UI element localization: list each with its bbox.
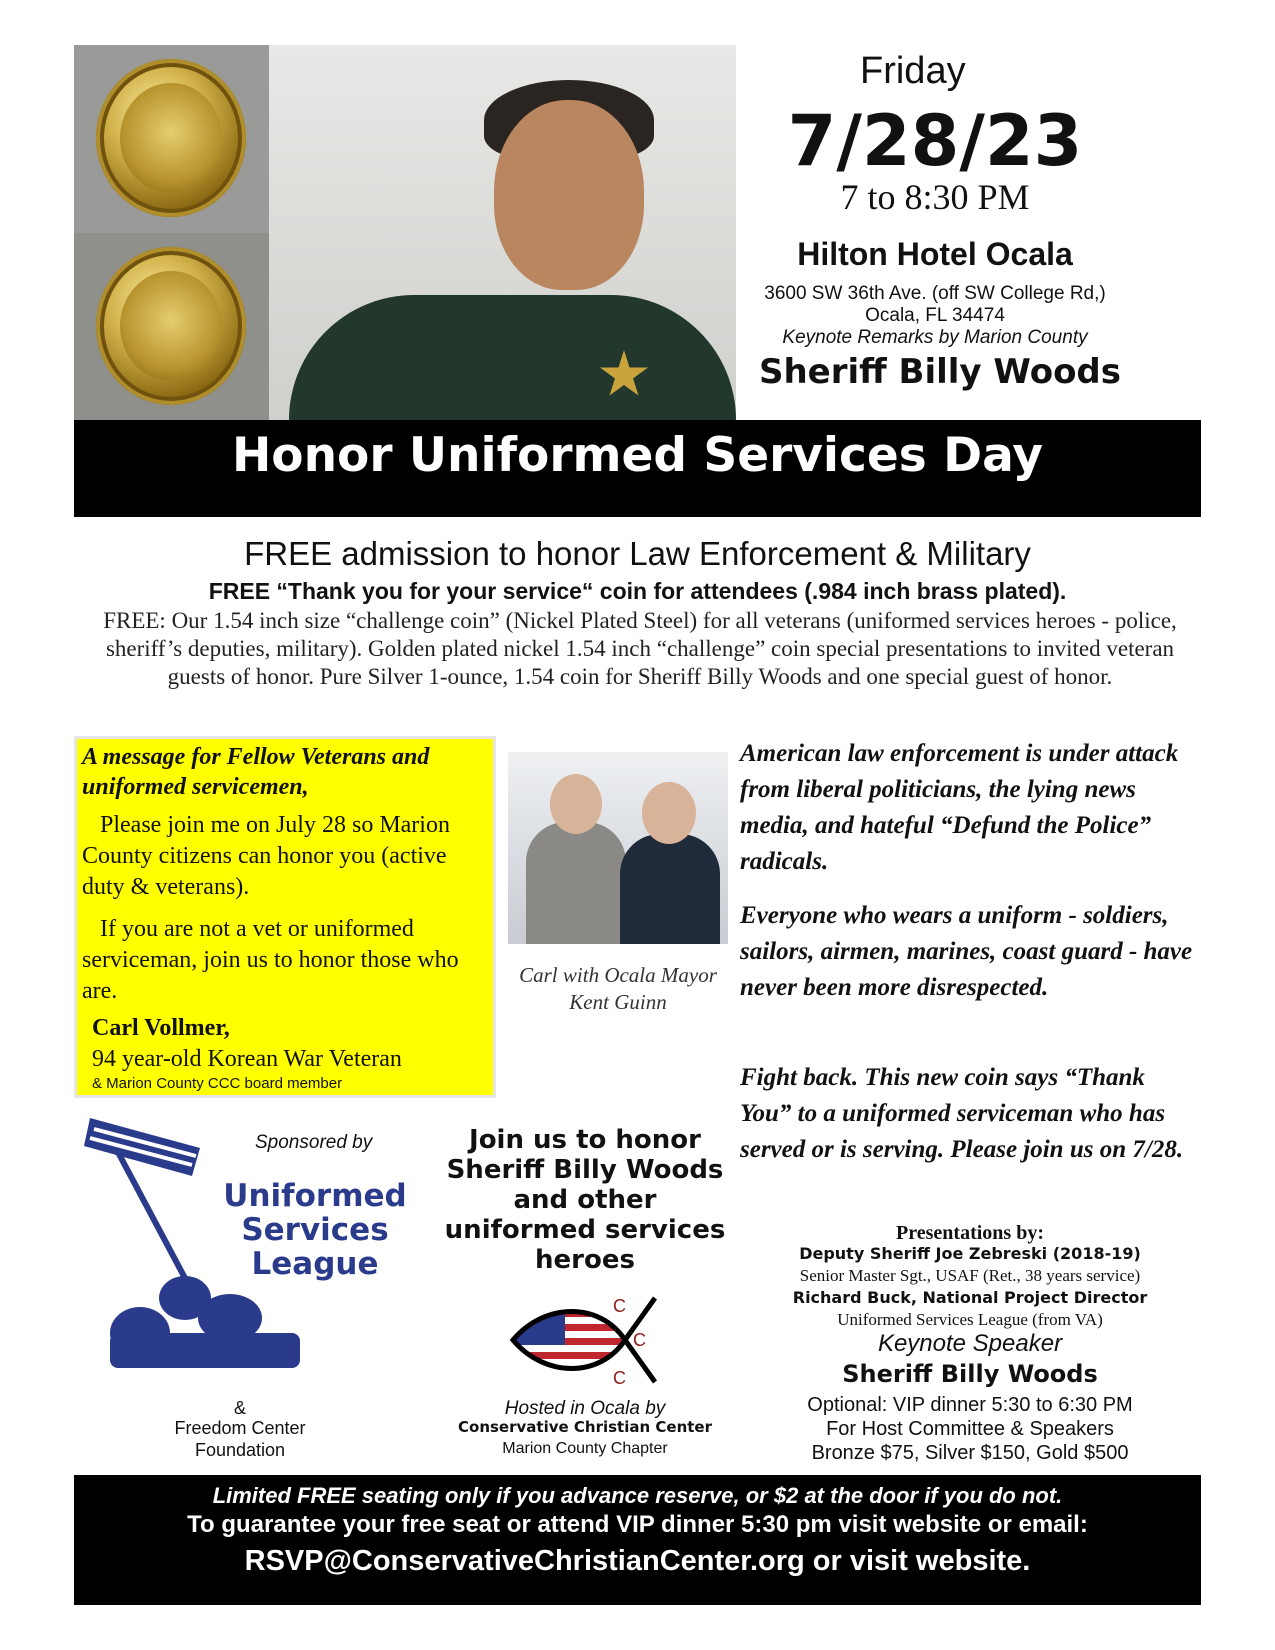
coin-photo-thank-you xyxy=(74,45,269,233)
message-signature-board: & Marion County CCC board member xyxy=(92,1075,343,1092)
vip-dinner-line-1: Optional: VIP dinner 5:30 to 6:30 PM xyxy=(807,1394,1133,1416)
presenter-1-name: Deputy Sheriff Joe Zebreski (2018-19) xyxy=(799,1244,1141,1263)
footer-guarantee-line: To guarantee your free seat or attend VIP dinner 5:30 pm visit website or email: xyxy=(187,1511,1088,1538)
message-heading: A message for Fellow Veterans and uniformed servicemen, xyxy=(82,744,430,800)
coin-photo-archangel xyxy=(74,233,269,420)
vip-dinner-line-3: Bronze $75, Silver $150, Gold $500 xyxy=(811,1442,1129,1464)
right-paragraph-3: Fight back. This new coin says “Thank You” to a uniformed serviceman who has served or is serving. Please join us on 7/28. xyxy=(740,1064,1184,1163)
sponsored-by-label: Sponsored by xyxy=(255,1132,373,1153)
ccc-fish-flag-logo-icon xyxy=(505,1290,665,1390)
keynote-remarks-line: Keynote Remarks by Marion County xyxy=(782,327,1088,348)
gold-coin-icon xyxy=(96,247,246,405)
keynote-sheriff-name: Sheriff Billy Woods xyxy=(758,352,1121,392)
host-org-name: Conservative Christian Center xyxy=(458,1418,712,1436)
hero-photo-collage xyxy=(74,45,736,420)
free-coin-line: FREE “Thank you for your service“ coin for attendees (.984 inch brass plated). xyxy=(208,578,1067,604)
event-day: Friday xyxy=(860,50,966,92)
hosted-by-label: Hosted in Ocala by xyxy=(504,1398,666,1419)
usl-logo-text-1: Uniformed xyxy=(223,1178,407,1214)
message-signature-title: 94 year-old Korean War Veteran xyxy=(92,1046,402,1072)
usl-logo-text-2: Services xyxy=(241,1212,389,1248)
join-us-callout: Join us to honor Sheriff Billy Woods and other uniformed services heroes xyxy=(444,1125,726,1275)
event-date: 7/28/23 xyxy=(787,100,1083,182)
vip-dinner-line-2: For Host Committee & Speakers xyxy=(826,1418,1114,1440)
right-paragraph-1: American law enforcement is under attack from liberal politicians, the lying news media, and hateful “Defund the Police” radicals. xyxy=(740,740,1179,875)
free-admission-headline: FREE admission to honor Law Enforcement & Military xyxy=(244,535,1031,572)
host-org-chapter: Marion County Chapter xyxy=(502,1440,668,1457)
right-paragraph-2: Everyone who wears a uniform - soldiers, sailors, airmen, marines, coast guard - have never been more disrespected. xyxy=(740,902,1193,1001)
banner-title: Honor Uniformed Services Day xyxy=(231,428,1044,483)
footer-seating-line: Limited FREE seating only if you advance reserve, or $2 at the door if you do not. xyxy=(212,1483,1063,1508)
partner-name-line-2: Foundation xyxy=(194,1440,286,1460)
carl-and-mayor-photo xyxy=(508,752,728,944)
gold-coin-icon xyxy=(96,59,246,217)
address-line-2: Ocala, FL 34474 xyxy=(865,305,1005,326)
presenter-2-name: Richard Buck, National Project Director xyxy=(792,1288,1148,1307)
partner-name-line-1: Freedom Center xyxy=(174,1418,306,1438)
event-venue: Hilton Hotel Ocala xyxy=(797,236,1073,272)
ccc-letter-middle: C xyxy=(633,1330,646,1350)
usl-logo-text-3: League xyxy=(251,1246,379,1282)
presenter-2-title: Uniformed Services League (from VA) xyxy=(837,1310,1103,1329)
keynote-speaker-name: Sheriff Billy Woods xyxy=(842,1360,1098,1388)
free-details-paragraph: FREE: Our 1.54 inch size “challenge coin” (Nickel Plated Steel) for all veterans (uniformed services heroes - police, sheriff’s deputies, military). Golden plated nickel 1.54 inch “challenge” coin special presentations to invited veteran guests of honor. Pure Silver 1-ounce, 1.54 coin for Sheriff Billy Woods and one special guest of honor. xyxy=(103,608,1177,689)
ccc-letter-top: C xyxy=(613,1296,626,1316)
address-line-1: 3600 SW 36th Ave. (off SW College Rd,) xyxy=(764,283,1106,304)
presenter-1-title: Senior Master Sgt., USAF (Ret., 38 years service) xyxy=(799,1266,1141,1285)
event-time: 7 to 8:30 PM xyxy=(840,177,1030,217)
photo-caption: Carl with Ocala Mayor Kent Guinn xyxy=(519,963,717,1014)
keynote-speaker-label: Keynote Speaker xyxy=(877,1330,1063,1357)
message-signature-name: Carl Vollmer, xyxy=(92,1015,230,1041)
footer-rsvp-email: RSVP@ConservativeChristianCenter.org or visit website. xyxy=(244,1545,1031,1577)
presentations-heading: Presentations by: xyxy=(896,1222,1044,1244)
ccc-letter-bottom: C xyxy=(613,1368,626,1388)
sponsor-ampersand: & xyxy=(233,1398,246,1418)
message-paragraph-2: If you are not a vet or uniformed serviceman, join us to honor those who are. xyxy=(82,916,459,1004)
message-paragraph-1: Please join me on July 28 so Marion County citizens can honor you (active duty & veterans). xyxy=(82,812,450,900)
